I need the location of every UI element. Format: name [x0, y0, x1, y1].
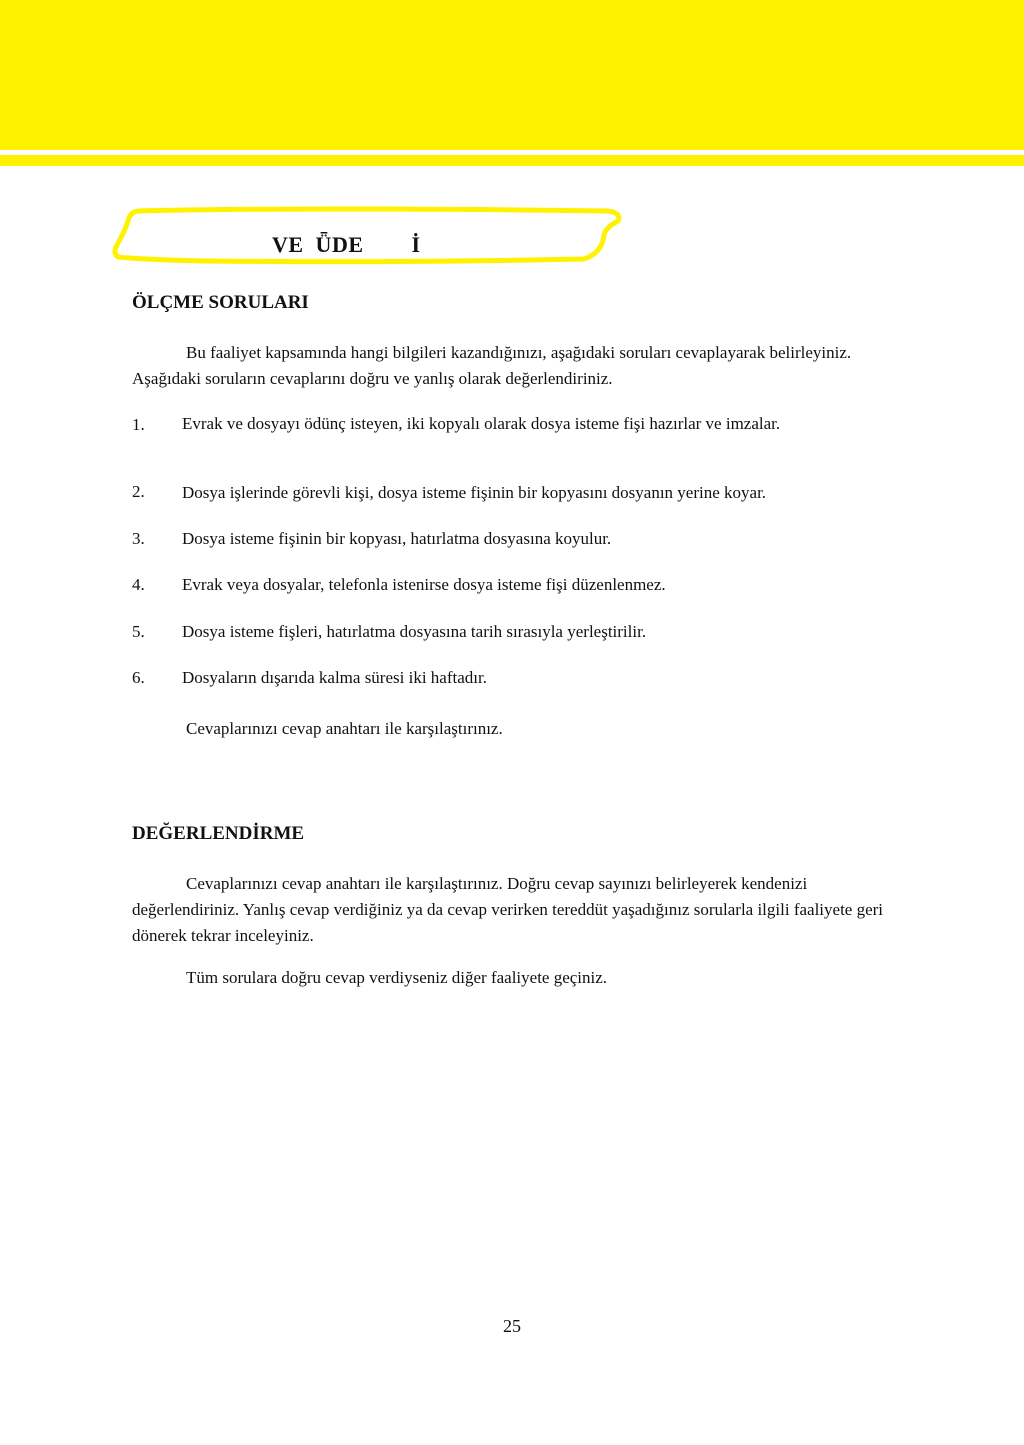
question-text: Evrak veya dosyalar, telefonla istenirse dosya isteme fişi düzenlenmez.: [182, 575, 666, 594]
evaluation-heading: DEĞERLENDİRME: [132, 823, 305, 844]
answer-key-note: Cevaplarınızı cevap anahtarı ile karşılaştırınız.: [186, 719, 503, 738]
question-number: 4.: [132, 575, 145, 594]
header-yellow-band: [0, 0, 1024, 150]
question-number: 2.: [132, 482, 145, 501]
question-number: 5.: [132, 622, 145, 641]
question-text: Dosya işlerinde görevli kişi, dosya isteme fişinin bir kopyasını dosyanın yerine koyar.: [182, 483, 767, 502]
question-text: Evrak ve dosyayı ödünç isteyen, iki kopyalı olarak dosya isteme fişi hazırlar ve imzalar.: [182, 414, 781, 433]
measurement-intro: Bu faaliyet kapsamında hangi bilgileri kazandığınızı, aşağıdaki soruları cevaplayarak belirleyiniz. Aşağıdaki soruların cevaplarını doğru ve yanlış olarak değerlendiriniz.: [132, 343, 852, 388]
section-title: VE ǕDE İ: [272, 232, 421, 257]
evaluation-paragraph: Cevaplarınızı cevap anahtarı ile karşılaştırınız. Doğru cevap sayınızı belirleyerek kendenizi değerlendiriniz. Yanlış cevap verdiğiniz ya da cevap verirken tereddüt yaşadığınız sorularla ilgili faaliyete geri dönerek tekrar inceleyiniz.: [132, 874, 884, 945]
page-number: 25: [503, 1316, 521, 1336]
question-text: Dosya isteme fişinin bir kopyası, hatırlatma dosyasına koyulur.: [182, 529, 612, 548]
question-text: Dosya isteme fişleri, hatırlatma dosyasına tarih sırasıyla yerleştirilir.: [182, 622, 647, 641]
next-activity-note: Tüm sorulara doğru cevap verdiyseniz diğer faaliyete geçiniz.: [186, 968, 608, 987]
header-yellow-stripe: [0, 155, 1024, 166]
question-text: Dosyaların dışarıda kalma süresi iki haftadır.: [182, 668, 487, 687]
question-number: 3.: [132, 529, 145, 548]
question-number: 1.: [132, 415, 145, 434]
measurement-heading: ÖLÇME SORULARI: [132, 292, 309, 313]
question-number: 6.: [132, 668, 145, 687]
